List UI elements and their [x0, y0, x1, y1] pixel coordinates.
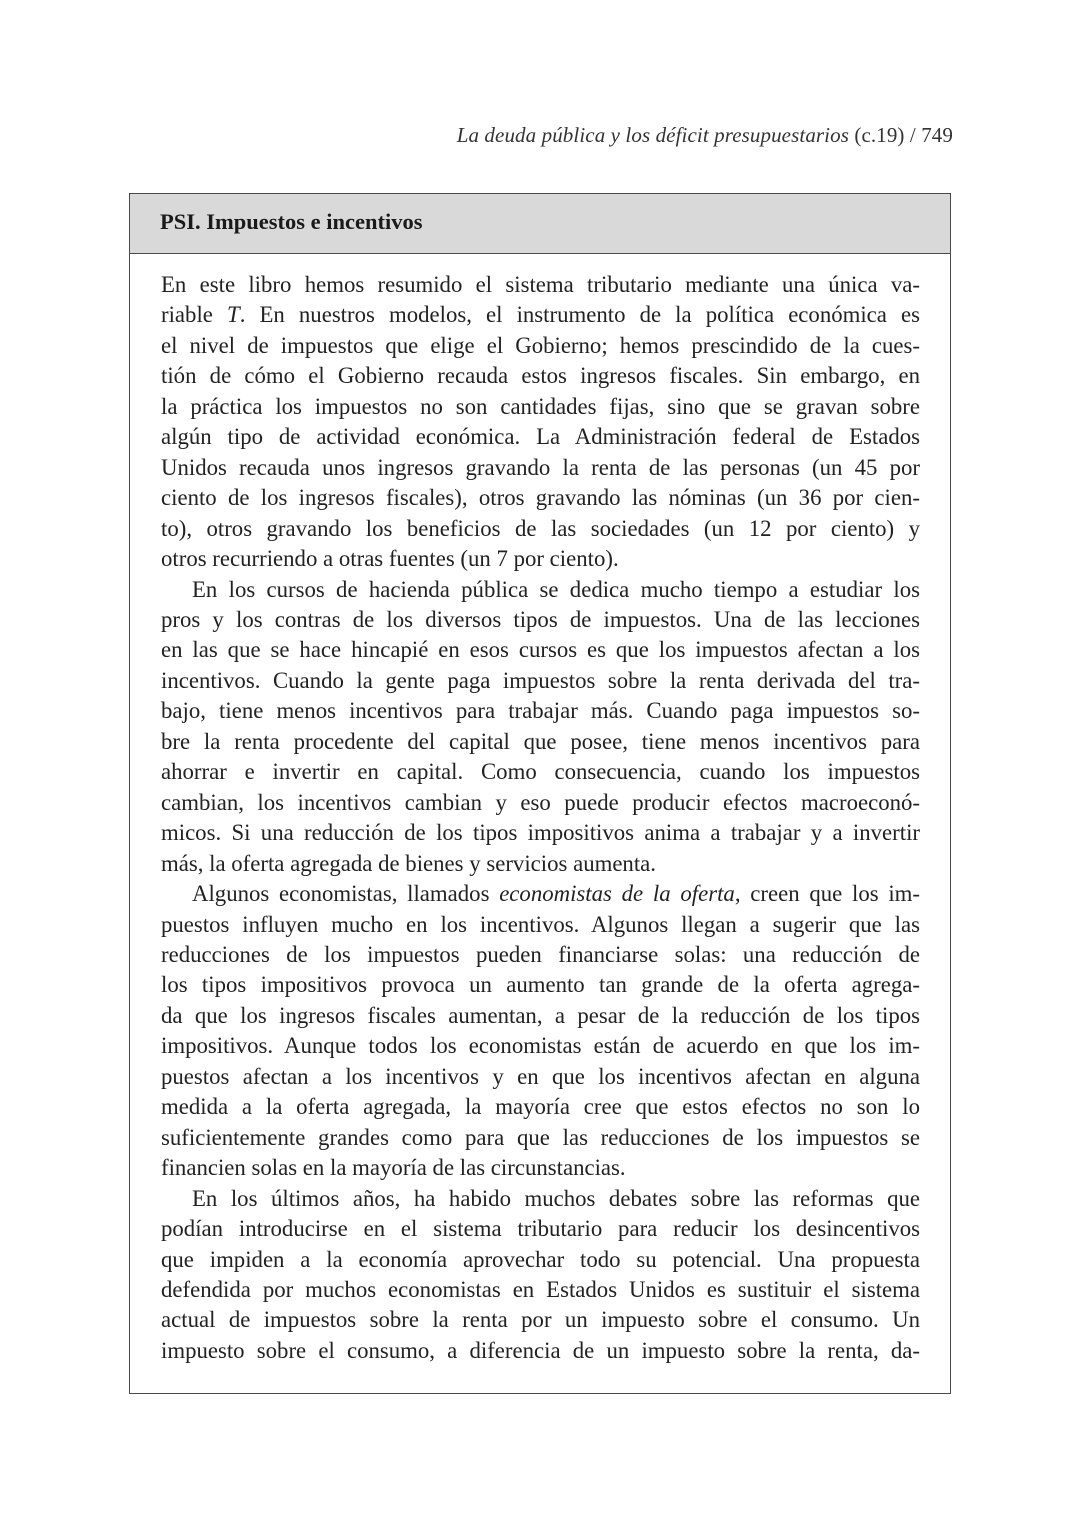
body-paragraph	[161, 879, 920, 1184]
text-line: la práctica los impuestos no son cantidades fijas, sino que se gravan sobre	[161, 393, 920, 419]
text-line: da que los ingresos fiscales aumentan, a pesar de la reducción de los tipos	[161, 1002, 920, 1028]
text-line: puestos afectan a los incentivos y en que los incentivos afectan en alguna	[161, 1063, 920, 1089]
text-line: ciento de los ingresos fiscales), otros gravando las nóminas (un 36 por cien-	[161, 485, 920, 511]
text-line: los tipos impositivos provoca un aumento tan grande de la oferta agrega-	[161, 972, 920, 998]
text-line: impositivos. Aunque todos los economistas están de acuerdo en que los im-	[161, 1033, 920, 1059]
text-line: cambian, los incentivos cambian y eso puede producir efectos macroeconó-	[161, 789, 920, 815]
text-line: impuesto sobre el consumo, a diferencia de un impuesto sobre la renta, da-	[161, 1337, 920, 1363]
text-segment: Algunos economistas, llamados	[192, 881, 500, 907]
text-line: reducciones de los impuestos pueden financiarse solas: una reducción de	[161, 941, 920, 967]
text-segment: economistas de la oferta	[499, 881, 735, 907]
text-line: financien solas en la mayoría de las circunstancias.	[161, 1155, 626, 1181]
text-line: En este libro hemos resumido el sistema tributario mediante una única va-	[161, 272, 920, 297]
running-head-separator: /	[909, 123, 916, 147]
text-line	[161, 879, 920, 909]
text-line: actual de impuestos sobre la renta por un impuesto sobre el consumo. Un	[161, 1307, 920, 1333]
text-line: puestos influyen mucho en los incentivos. Algunos llegan a sugerir que las	[161, 911, 920, 937]
text-line: que impiden a la economía aprovechar todo su potencial. Una propuesta	[161, 1246, 920, 1272]
text-line: tión de cómo el Gobierno recauda estos ingresos fiscales. Sin embargo, en	[161, 363, 920, 389]
text-line: algún tipo de actividad económica. La Administración federal de Estados	[161, 424, 920, 450]
body-paragraph	[161, 270, 920, 575]
text-line: Unidos recauda unos ingresos gravando la renta de las personas (un 45 por	[161, 454, 920, 480]
text-line: En los últimos años, ha habido muchos debates sobre las reformas que	[192, 1185, 920, 1211]
box-title: PSI. Impuestos e incentivos	[130, 194, 950, 254]
text-line: incentivos. Cuando la gente paga impuestos sobre la renta derivada del tra-	[161, 667, 920, 693]
body-paragraph	[161, 575, 920, 880]
text-line: micos. Si una reducción de los tipos impositivos anima a trabajar y a invertir	[161, 820, 920, 846]
text-segment: , creen que los im-	[734, 881, 920, 907]
page-number: 749	[921, 123, 953, 147]
text-line: podían introducirse en el sistema tributario para reducir los desincentivos	[161, 1216, 920, 1242]
text-line: en las que se hace hincapié en esos cursos es que los impuestos afectan a los	[161, 637, 920, 663]
text-line: En los cursos de hacienda pública se dedica mucho tiempo a estudiar los	[192, 576, 920, 602]
psi-box	[129, 193, 951, 1394]
text-segment: . En nuestros modelos, el instrumento de la política económica es	[239, 302, 921, 328]
text-line	[161, 300, 920, 330]
text-line: ahorrar e invertir en capital. Como consecuencia, cuando los impuestos	[161, 759, 920, 785]
text-segment: T	[227, 302, 240, 328]
text-line: bajo, tiene menos incentivos para trabajar más. Cuando paga impuestos so-	[161, 698, 920, 724]
box-body	[130, 254, 950, 1366]
text-line: otros recurriendo a otras fuentes (un 7 por ciento).	[161, 546, 619, 572]
running-head-chapter: (c.19)	[854, 123, 905, 147]
text-line: más, la oferta agregada de bienes y servicios aumenta.	[161, 850, 656, 876]
text-line: suficientemente grandes como para que las reducciones de los impuestos se	[161, 1124, 920, 1150]
text-line: el nivel de impuestos que elige el Gobierno; hemos prescindido de la cues-	[161, 332, 920, 358]
text-segment: riable	[161, 302, 227, 328]
body-paragraph	[161, 1184, 920, 1367]
running-head-title: La deuda pública y los déficit presupuestarios	[456, 123, 849, 147]
text-line: defendida por muchos economistas en Estados Unidos es sustituir el sistema	[161, 1276, 920, 1302]
text-line: to), otros gravando los beneficios de las sociedades (un 12 por ciento) y	[161, 515, 920, 541]
running-head	[457, 123, 953, 148]
text-line: bre la renta procedente del capital que posee, tiene menos incentivos para	[161, 728, 920, 754]
text-line: medida a la oferta agregada, la mayoría cree que estos efectos no son lo	[161, 1094, 920, 1120]
text-line: pros y los contras de los diversos tipos de impuestos. Una de las lecciones	[161, 606, 920, 632]
